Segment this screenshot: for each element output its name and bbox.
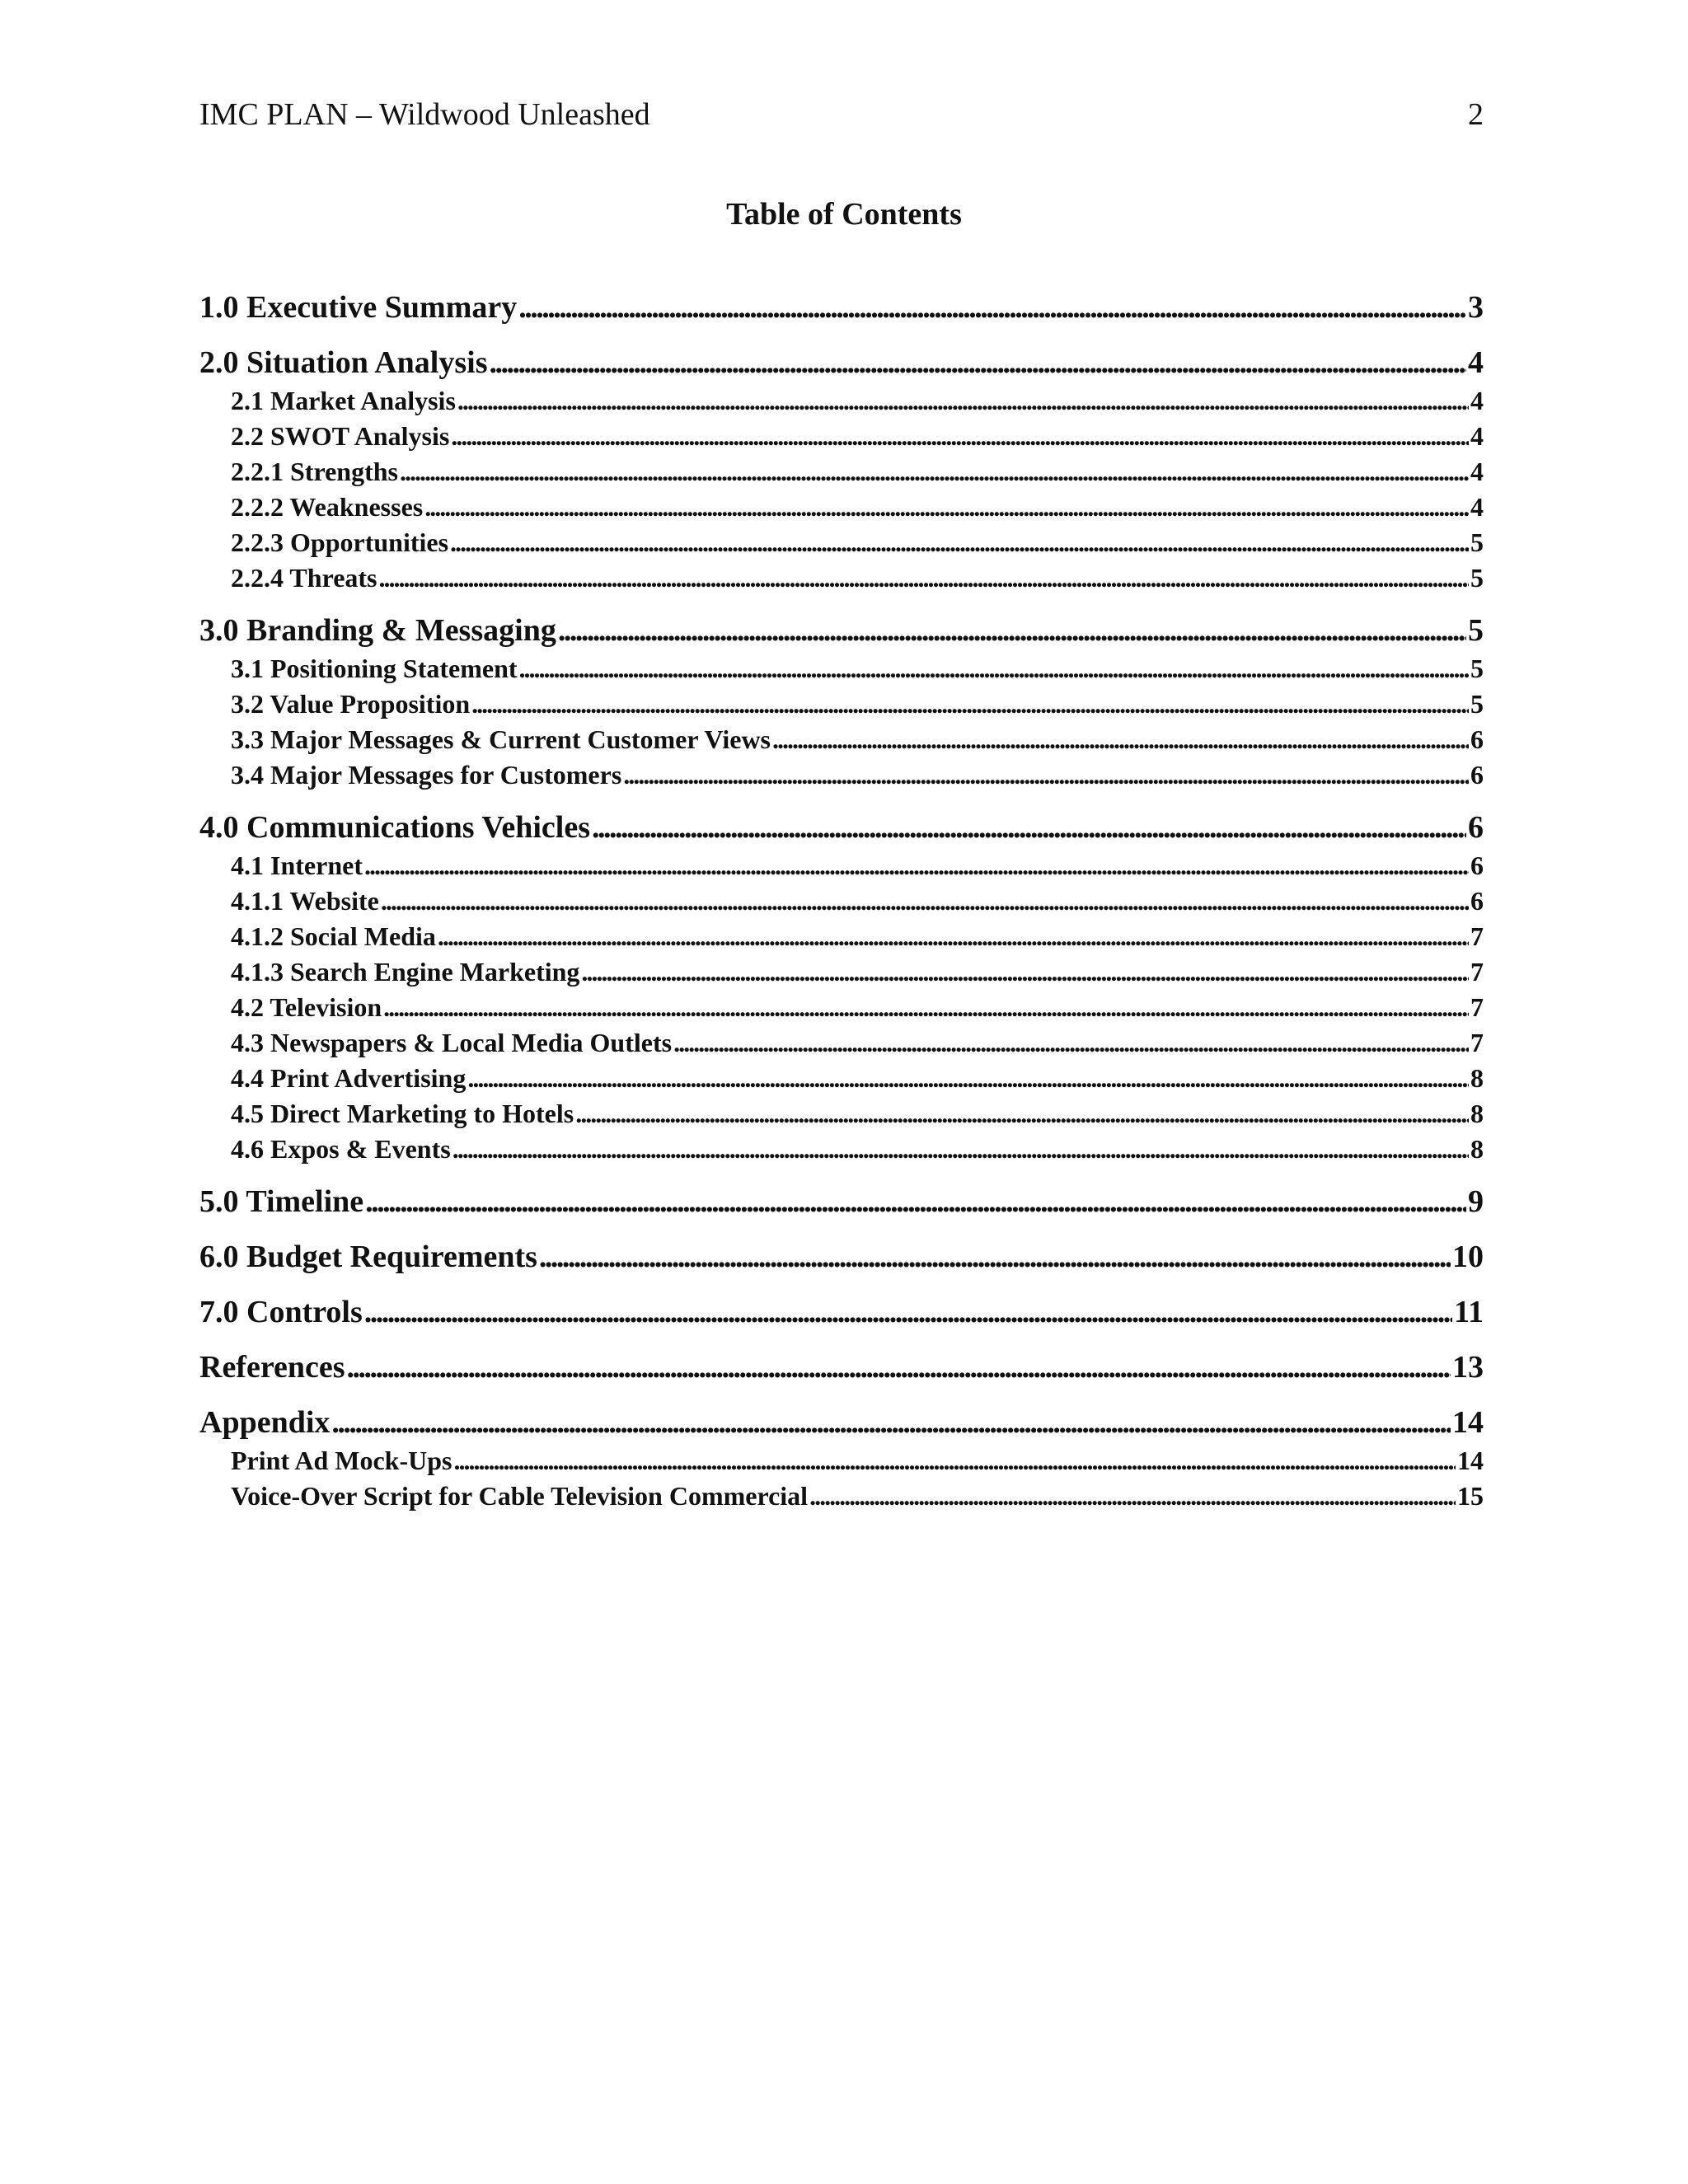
- toc-entry-label: 4.4 Print Advertising: [231, 1063, 467, 1093]
- toc-entry-label: 2.2 SWOT Analysis: [231, 421, 450, 451]
- toc-entry-label: 4.1.1 Website: [231, 886, 379, 916]
- toc-entry-page: 8: [1470, 1099, 1484, 1128]
- toc-entry[interactable]: [199, 1291, 1484, 1333]
- running-head: IMC PLAN – Wildwood Unleashed: [199, 97, 650, 132]
- dot-leader: [365, 1181, 1466, 1222]
- toc-entry-label: 2.2.2 Weaknesses: [231, 492, 424, 522]
- toc-entry-label: 2.2.1 Strengths: [231, 457, 398, 486]
- toc-entry-page: 14: [1457, 1446, 1484, 1475]
- toc-entry-label: Print Ad Mock-Ups: [231, 1446, 452, 1475]
- dot-leader: [809, 1479, 1456, 1514]
- toc-subentry[interactable]: [199, 383, 1484, 419]
- toc-entry-page: 5: [1470, 527, 1484, 557]
- toc-entry-page: 6: [1470, 886, 1484, 916]
- toc-entry-label: 2.2.3 Opportunities: [231, 527, 449, 557]
- toc-entry-label: 3.1 Positioning Statement: [231, 654, 518, 683]
- dot-leader: [452, 1132, 1469, 1167]
- toc-subentry[interactable]: [199, 687, 1484, 722]
- toc-entry-label: 6.0 Budget Requirements: [199, 1240, 537, 1274]
- toc-entry-label: 4.3 Newspapers & Local Media Outlets: [231, 1028, 673, 1057]
- page-number: 2: [1468, 97, 1484, 132]
- dot-leader: [438, 919, 1469, 954]
- toc-entry-label: 2.1 Market Analysis: [231, 386, 456, 415]
- toc-entry-label: 3.0 Branding & Messaging: [199, 613, 556, 648]
- toc-entry[interactable]: [199, 1236, 1484, 1277]
- toc-subentry[interactable]: [199, 1061, 1484, 1096]
- dot-leader: [364, 848, 1469, 883]
- table-of-contents: [199, 287, 1484, 1514]
- dot-leader: [490, 342, 1467, 383]
- dot-leader: [471, 687, 1469, 722]
- dot-leader: [450, 525, 1469, 560]
- toc-entry-label: References: [199, 1350, 345, 1385]
- toc-entry-page: 14: [1452, 1405, 1484, 1440]
- toc-entry[interactable]: [199, 1181, 1484, 1222]
- toc-entry-page: 4: [1470, 457, 1484, 486]
- toc-entry-page: 7: [1470, 992, 1484, 1022]
- toc-subentry[interactable]: [199, 883, 1484, 919]
- toc-entry-label: 4.6 Expos & Events: [231, 1134, 451, 1164]
- dot-leader: [453, 1443, 1456, 1479]
- toc-entry-page: 3: [1468, 290, 1484, 325]
- toc-entry-page: 7: [1470, 921, 1484, 951]
- toc-entry-label: 4.2 Television: [231, 992, 382, 1022]
- dot-leader: [539, 1236, 1451, 1277]
- toc-entry-page: 5: [1468, 613, 1484, 648]
- dot-leader: [383, 990, 1469, 1025]
- dot-leader: [558, 610, 1466, 651]
- toc-entry[interactable]: [199, 287, 1484, 328]
- toc-entry-page: 7: [1470, 957, 1484, 987]
- dot-leader: [347, 1347, 1451, 1388]
- toc-entry-label: 3.2 Value Proposition: [231, 689, 471, 719]
- dot-leader: [623, 757, 1469, 793]
- toc-entry[interactable]: [199, 610, 1484, 651]
- dot-leader: [581, 954, 1469, 990]
- toc-entry[interactable]: [199, 1347, 1484, 1388]
- toc-subentry[interactable]: [199, 1479, 1484, 1514]
- toc-subentry[interactable]: [199, 919, 1484, 954]
- toc-subentry[interactable]: [199, 848, 1484, 883]
- dot-leader: [457, 383, 1469, 419]
- toc-entry-page: 6: [1470, 724, 1484, 754]
- toc-entry-label: 2.2.4 Threats: [231, 563, 377, 593]
- dot-leader: [575, 1096, 1469, 1132]
- toc-entry[interactable]: [199, 1402, 1484, 1443]
- toc-subentry[interactable]: [199, 560, 1484, 596]
- toc-entry-label: 4.1.2 Social Media: [231, 921, 436, 951]
- dot-leader: [400, 454, 1469, 490]
- toc-entry-page: 11: [1454, 1295, 1484, 1329]
- dot-leader: [331, 1402, 1451, 1443]
- toc-subentry[interactable]: [199, 1096, 1484, 1132]
- toc-subentry[interactable]: [199, 419, 1484, 454]
- toc-entry-label: 7.0 Controls: [199, 1295, 363, 1329]
- toc-entry-page: 5: [1470, 654, 1484, 683]
- toc-entry-page: 8: [1470, 1134, 1484, 1164]
- toc-entry-page: 6: [1468, 810, 1484, 845]
- dot-leader: [772, 722, 1469, 757]
- toc-entry-page: 5: [1470, 563, 1484, 593]
- toc-subentry[interactable]: [199, 954, 1484, 990]
- toc-entry-page: 6: [1470, 851, 1484, 880]
- dot-leader: [379, 560, 1470, 596]
- toc-entry-page: 13: [1452, 1350, 1484, 1385]
- toc-entry[interactable]: [199, 807, 1484, 848]
- toc-entry-page: 15: [1457, 1481, 1484, 1511]
- toc-entry-label: 4.5 Direct Marketing to Hotels: [231, 1099, 574, 1128]
- toc-entry-page: 10: [1452, 1240, 1484, 1274]
- toc-entry-label: 5.0 Timeline: [199, 1184, 364, 1219]
- toc-entry[interactable]: [199, 342, 1484, 383]
- toc-subentry[interactable]: [199, 990, 1484, 1025]
- page-header: [199, 96, 1484, 146]
- toc-entry-page: 9: [1468, 1184, 1484, 1219]
- dot-leader: [424, 490, 1469, 525]
- toc-entry-label: 2.0 Situation Analysis: [199, 345, 488, 380]
- toc-subentry[interactable]: [199, 490, 1484, 525]
- toc-entry-label: 1.0 Executive Summary: [199, 290, 518, 325]
- toc-entry-page: 6: [1470, 760, 1484, 790]
- toc-entry-page: 8: [1470, 1063, 1484, 1093]
- dot-leader: [519, 651, 1469, 687]
- toc-entry-page: 7: [1470, 1028, 1484, 1057]
- toc-entry-label: Voice-Over Script for Cable Television Commercial: [231, 1481, 809, 1511]
- toc-subentry[interactable]: [199, 1025, 1484, 1061]
- dot-leader: [518, 287, 1466, 328]
- toc-entry-label: Appendix: [199, 1405, 331, 1440]
- toc-subentry[interactable]: [199, 525, 1484, 560]
- toc-subentry[interactable]: [199, 722, 1484, 757]
- dot-leader: [592, 807, 1466, 848]
- dot-leader: [467, 1061, 1469, 1096]
- toc-heading: Table of Contents: [726, 197, 962, 232]
- dot-leader: [673, 1025, 1469, 1061]
- toc-entry-label: 4.0 Communications Vehicles: [199, 810, 590, 845]
- toc-subentry[interactable]: [199, 1443, 1484, 1479]
- toc-entry-page: 4: [1468, 345, 1484, 380]
- toc-entry-page: 4: [1470, 386, 1484, 415]
- dot-leader: [364, 1291, 1452, 1333]
- toc-subentry[interactable]: [199, 651, 1484, 687]
- toc-subentry[interactable]: [199, 1132, 1484, 1167]
- toc-entry-label: 3.3 Major Messages & Current Customer Views: [231, 724, 771, 754]
- toc-subentry[interactable]: [199, 757, 1484, 793]
- toc-entry-label: 4.1 Internet: [231, 851, 363, 880]
- dot-leader: [451, 419, 1469, 454]
- toc-subentry[interactable]: [199, 454, 1484, 490]
- toc-entry-label: 4.1.3 Search Engine Marketing: [231, 957, 580, 987]
- toc-entry-label: 3.4 Major Messages for Customers: [231, 760, 622, 790]
- dot-leader: [381, 883, 1469, 919]
- toc-entry-page: 4: [1470, 421, 1484, 451]
- toc-entry-page: 5: [1470, 689, 1484, 719]
- toc-entry-page: 4: [1470, 492, 1484, 522]
